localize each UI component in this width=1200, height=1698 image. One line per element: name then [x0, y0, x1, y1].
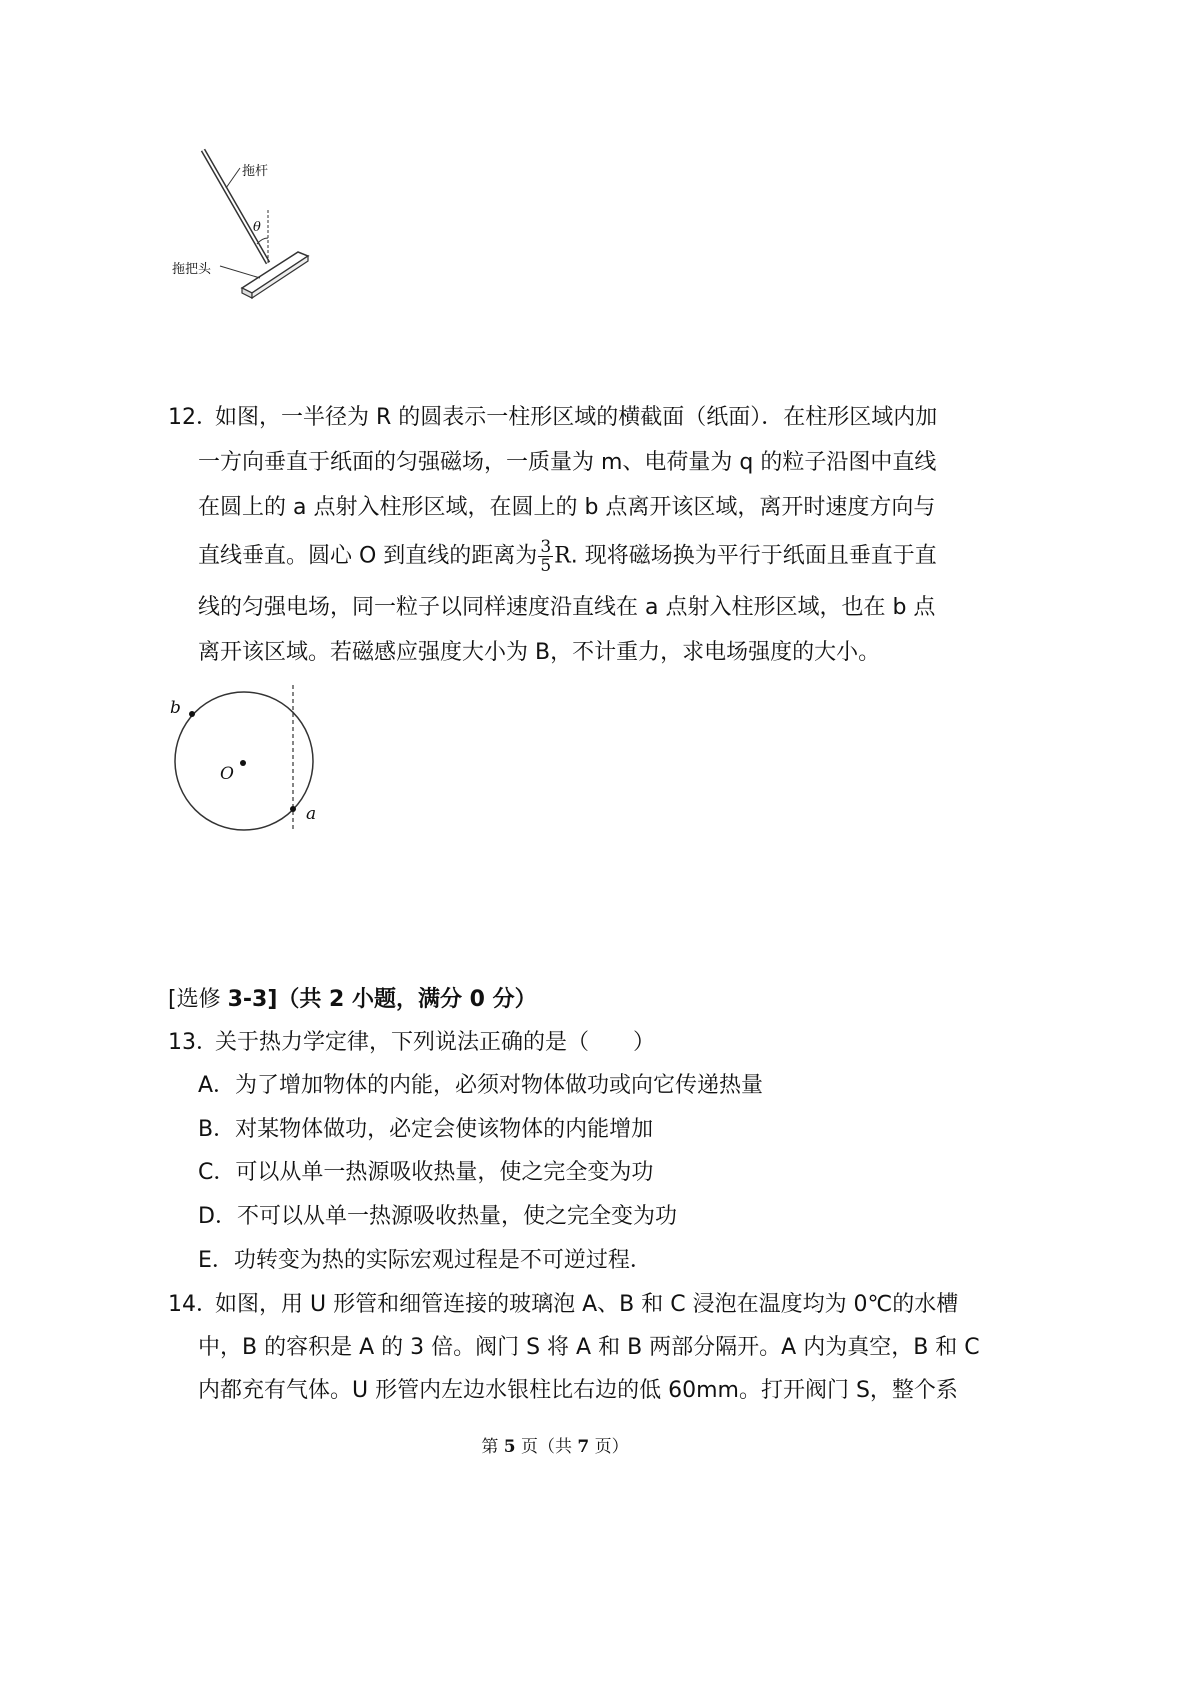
fraction-denominator: 5 [540, 556, 552, 576]
page-footer: 第 5 页（共 7 页） [481, 1437, 629, 1457]
q14-line-2: 中，B 的容积是 A 的 3 倍。阀门 S 将 A 和 B 两部分隔开。A 内为真空，B 和 C [198, 1335, 980, 1360]
q12-line-6: 离开该区域。若磁感应强度大小为 B，不计重力，求电场强度的大小。 [198, 640, 881, 665]
rod-label: 拖杆 [242, 164, 269, 179]
label-a: a [306, 804, 317, 824]
q12-line-3: 在圆上的 a 点射入柱形区域，在圆上的 b 点离开该区域，离开时速度方向与 [198, 495, 936, 520]
q14-number: 14． [168, 1292, 218, 1317]
q13-option-e: E．功转变为热的实际宏观过程是不可逆过程． [198, 1248, 652, 1273]
mop-head-label: 拖把头 [172, 262, 212, 277]
q13-option-b: B．对某物体做功，必定会使该物体的内能增加 [198, 1117, 654, 1142]
q13-option-c: C．可以从单一热源吸收热量，使之完全变为功 [198, 1160, 654, 1185]
total-page-count: 7 [577, 1437, 590, 1457]
q13-stem: 关于热力学定律，下列说法正确的是（ ） [215, 1030, 656, 1055]
fraction-numerator: 3 [540, 537, 552, 557]
angle-label: θ [253, 220, 261, 235]
q12-line-2: 一方向垂直于纸面的匀强磁场，一质量为 m、电荷量为 q 的粒子沿图中直线 [198, 450, 937, 475]
section-heading: [选修 3-3]（共 2 小题，满分 0 分） [168, 987, 537, 1012]
q14-line-1: 如图，用 U 形管和细管连接的玻璃泡 A、B 和 C 浸泡在温度均为 0℃的水槽 [215, 1292, 959, 1317]
label-b: b [170, 698, 181, 718]
q13-number: 13． [168, 1030, 218, 1055]
current-page-number: 5 [503, 1437, 516, 1457]
point-a [290, 806, 296, 812]
q12-number: 12． [168, 405, 218, 430]
q13-option-d: D．不可以从单一热源吸收热量，使之完全变为功 [198, 1204, 677, 1229]
mop-head [242, 252, 308, 293]
q14-line-3: 内都充有气体。U 形管内左边水银柱比右边的低 60mm。打开阀门 S，整个系 [198, 1378, 958, 1403]
q12-line-4-pre: 直线垂直。圆心 O 到直线的距离为 [198, 543, 538, 569]
center-point-o [240, 760, 246, 766]
q12-line-4 [198, 538, 937, 575]
fraction-variable: R [554, 543, 571, 569]
mop-figure [160, 140, 360, 310]
q12-line-4-post: . 现将磁场换为平行于纸面且垂直于直 [570, 543, 937, 569]
q12-line-1: 如图，一半径为 R 的圆表示一柱形区域的横截面（纸面）．在柱形区域内加 [215, 405, 938, 430]
q13-option-a: A．为了增加物体的内能，必须对物体做功或向它传递热量 [198, 1073, 764, 1098]
distance-fraction [538, 538, 553, 575]
q12-line-5: 线的匀强电场，同一粒子以同样速度沿直线在 a 点射入柱形区域，也在 b 点 [198, 595, 936, 620]
point-b [189, 711, 195, 717]
circle-figure [160, 680, 330, 840]
label-o: O [220, 764, 234, 784]
circle-diagram [160, 680, 330, 840]
